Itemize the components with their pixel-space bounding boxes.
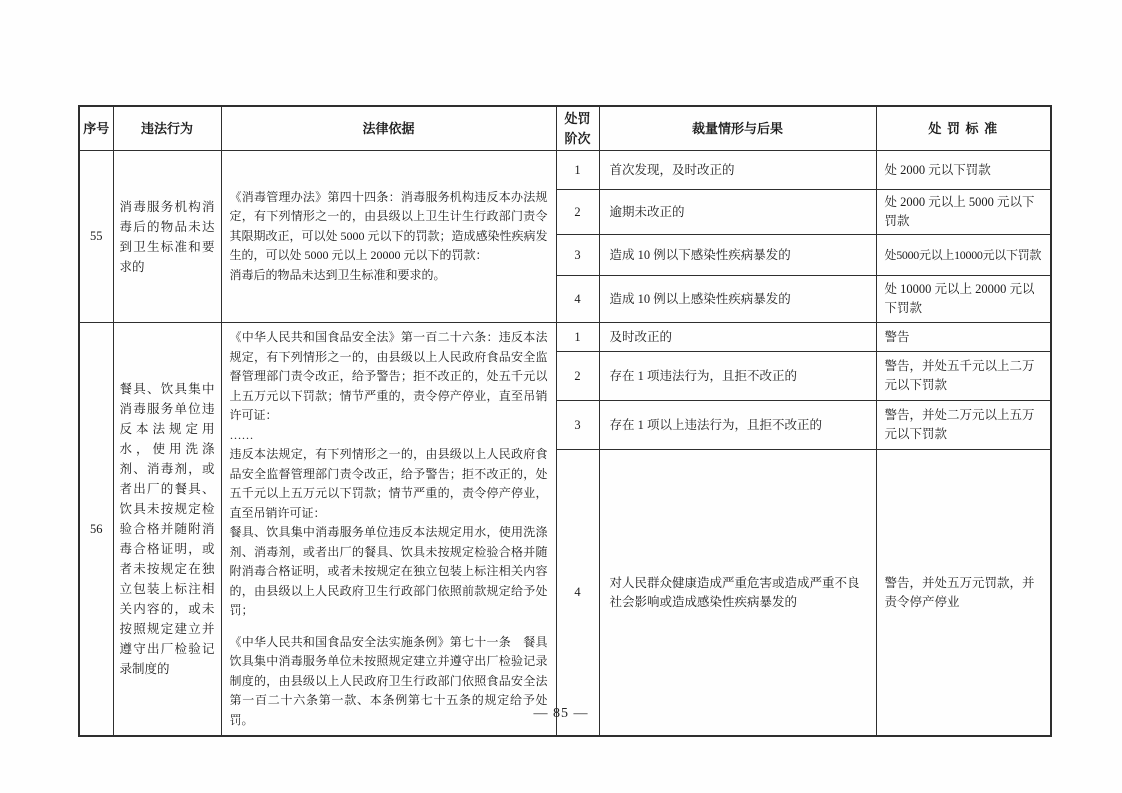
consequence-cell: 造成 10 例以下感染性疾病暴发的	[599, 235, 876, 276]
stage-cell: 2	[556, 352, 599, 401]
standard-cell: 警告	[876, 323, 1051, 352]
consequence-cell: 对人民群众健康造成严重危害或造成严重不良社会影响或造成感染性疾病暴发的	[599, 450, 876, 736]
stage-cell: 4	[556, 450, 599, 736]
header-basis: 法律依据	[221, 106, 556, 151]
header-consequence: 裁量情形与后果	[599, 106, 876, 151]
consequence-cell: 存在 1 项违法行为，且拒不改正的	[599, 352, 876, 401]
basis-paragraph: 《消毒管理办法》第四十四条：消毒服务机构违反本办法规定，有下列情形之一的，由县级以上卫生计生行政部门责令其限期改正，可以处 5000 元以下的罚款；造成感染性疾病发生的，可以处 5000 元以上 20000 元以下的罚款：	[229, 189, 548, 263]
row-56-behavior	[113, 323, 221, 737]
behavior-text: 餐具、饮具集中消毒服务单位违反本法规定用水，使用洗涤剂、消毒剂，或者出厂的餐具、饮具未按规定检验合格并随附消毒合格证明，或者未按规定在独立包装上标注相关内容的，或未按照规定建立并遵守出厂检验记录制度的	[119, 382, 215, 676]
basis-paragraph: 违反本法规定，有下列情形之一的，由县级以上人民政府食品安全监督管理部门责令改正，给予警告；拒不改正的，处五千元以上五万元以下罚款；情节严重的，责令停产停业，直至吊销许可证：	[229, 447, 548, 520]
behavior-text: 消毒服务机构消毒后的物品未达到卫生标准和要求的	[119, 199, 215, 274]
consequence-cell: 及时改正的	[599, 323, 876, 352]
consequence-cell: 存在 1 项以上违法行为，且拒不改正的	[599, 401, 876, 450]
stage-cell: 2	[556, 190, 599, 235]
stage-cell: 1	[556, 323, 599, 352]
penalty-discretion-table	[78, 105, 1052, 737]
stage-cell: 3	[556, 401, 599, 450]
consequence-cell: 造成 10 例以上感染性疾病暴发的	[599, 276, 876, 323]
standard-cell: 警告，并处五千元以上二万元以下罚款	[876, 352, 1051, 401]
consequence-cell: 逾期未改正的	[599, 190, 876, 235]
standard-cell: 处5000元以上10000元以下罚款	[876, 235, 1051, 276]
row-55-seq: 55	[79, 151, 113, 323]
page-number: — 85 —	[533, 706, 589, 721]
stage-cell: 4	[556, 276, 599, 323]
standard-cell: 警告，并处五万元罚款，并责令停产停业	[876, 450, 1051, 736]
table-header-row	[79, 106, 1051, 151]
standard-cell: 处 2000 元以上 5000 元以下罚款	[876, 190, 1051, 235]
basis-paragraph: 《中华人民共和国食品安全法实施条例》第七十一条 餐具饮具集中消毒服务单位未按照规定建立并遵守出厂检验记录制度的，由县级以上人民政府卫生行政部门依照食品安全法第一百二十六条第一款、本条例第七十五条的规定给予处罚。	[229, 634, 548, 727]
row-56-seq: 56	[79, 323, 113, 737]
standard-cell: 警告，并处二万元以上五万元以下罚款	[876, 401, 1051, 450]
basis-paragraph: 餐具、饮具集中消毒服务单位违反本法规定用水，使用洗涤剂、消毒剂，或者出厂的餐具、饮具未按规定检验合格并随附消毒合格证明，或者未按规定在独立包装上标注相关内容的，由县级以上人民政府卫生行政部门依照前款规定给予处罚；	[229, 525, 548, 617]
stage-cell: 1	[556, 151, 599, 190]
header-behavior: 违法行为	[113, 106, 221, 151]
standard-cell: 处 2000 元以下罚款	[876, 151, 1051, 190]
header-standard: 处 罚 标 准	[876, 106, 1051, 151]
row-56-basis	[221, 323, 556, 737]
basis-paragraph: 消毒后的物品未达到卫生标准和要求的。	[229, 267, 446, 282]
consequence-cell: 首次发现，及时改正的	[599, 151, 876, 190]
row-55-behavior	[113, 151, 221, 323]
header-stage: 处罚阶次	[556, 106, 599, 151]
header-seq: 序号	[79, 106, 113, 151]
row-55-basis	[221, 151, 556, 323]
stage-cell: 3	[556, 235, 599, 276]
basis-paragraph: 《中华人民共和国食品安全法》第一百二十六条：违反本法规定，有下列情形之一的，由县级以上人民政府食品安全监督管理部门责令改正，给予警告；拒不改正的，处五千元以上五万元以下罚款；情节严重的，责令停产停业，直至吊销许可证：	[229, 330, 548, 422]
basis-paragraph: ……	[229, 427, 254, 442]
standard-cell: 处 10000 元以上 20000 元以下罚款	[876, 276, 1051, 323]
table-row	[79, 151, 1051, 190]
table-row	[79, 323, 1051, 352]
